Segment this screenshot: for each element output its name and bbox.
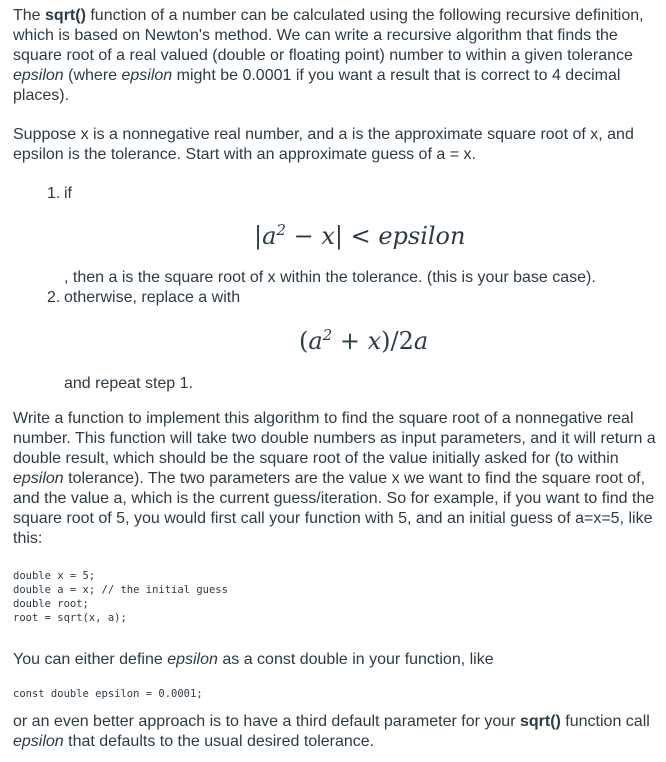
suppose-paragraph: Suppose x is a nonnegative real number, and a is the approximate square root of x, and epsilon is the tolerance. Start with an approximate guess of a = x. [13,126,634,163]
epsilon-term: epsilon [13,733,64,750]
intro-text-2: function of a number can be calculated using the following recursive definition, which is based on Newton's method. We can write a recursive algorithm that finds the square root of a real valued (double or floating point) number to within a given tolerance [13,7,644,64]
step-1-number: 1. [47,185,61,202]
step-2-number: 2. [47,289,61,306]
tolerance-condition-formula: $|a^2 - x|$ < epsilon [254,221,466,250]
intro-text-3: (where [63,67,122,84]
better-text-1: or an even better approach is to have a third default parameter for your [13,713,520,730]
intro-paragraph [13,6,661,106]
const-epsilon-code: const double epsilon = 0.0001; [13,688,203,700]
sqrt-function-name: sqrt() [45,7,86,24]
newton-update-formula: $(a^2 + x)/2a$ [299,326,429,355]
write-text-1: Write a function to implement this algorithm to find the square root of a nonnegative real number. This function will take two double numbers as input parameters, and it will return a double result, which should be the square root of the value initially asked for (to within [13,410,656,467]
write-function-paragraph [13,409,661,549]
epsilon-term: epsilon [167,651,218,668]
define-text-1: You can either define [13,651,168,668]
epsilon-term: epsilon [13,470,64,487]
step-2-lead: otherwise, replace a with [64,289,241,306]
define-text-2: as a const double in your function, like [217,651,494,668]
step-1-tail: , then a is the square root of x within the tolerance. (this is your base case). [64,269,596,286]
step-1-lead: if [64,185,72,202]
code-example-block: double x = 5; double a = x; // the initial guess double root; root = sqrt(x, a); [13,570,228,624]
epsilon-term: epsilon [121,67,173,84]
define-epsilon-paragraph [13,650,661,670]
write-text-2: tolerance). The two parameters are the value x we want to find the square root of, and the value a, which is the current guess/iteration. So for example, if you want to find the square root of 5, you would first call your function with 5, and an initial guess of a=x=5, like this: [13,470,655,547]
intro-text-1: The [13,7,46,24]
better-approach-paragraph [13,712,661,752]
better-text-2: function call [560,713,650,730]
repeat-step-text: and repeat step 1. [64,375,193,392]
epsilon-term: epsilon [13,67,64,84]
intro-text-4: might be 0.0001 if you want a result that is correct to 4 decimal places). [13,67,621,104]
better-text-3: that defaults to the usual desired tolerance. [63,733,375,750]
sqrt-function-name: sqrt() [519,713,561,730]
